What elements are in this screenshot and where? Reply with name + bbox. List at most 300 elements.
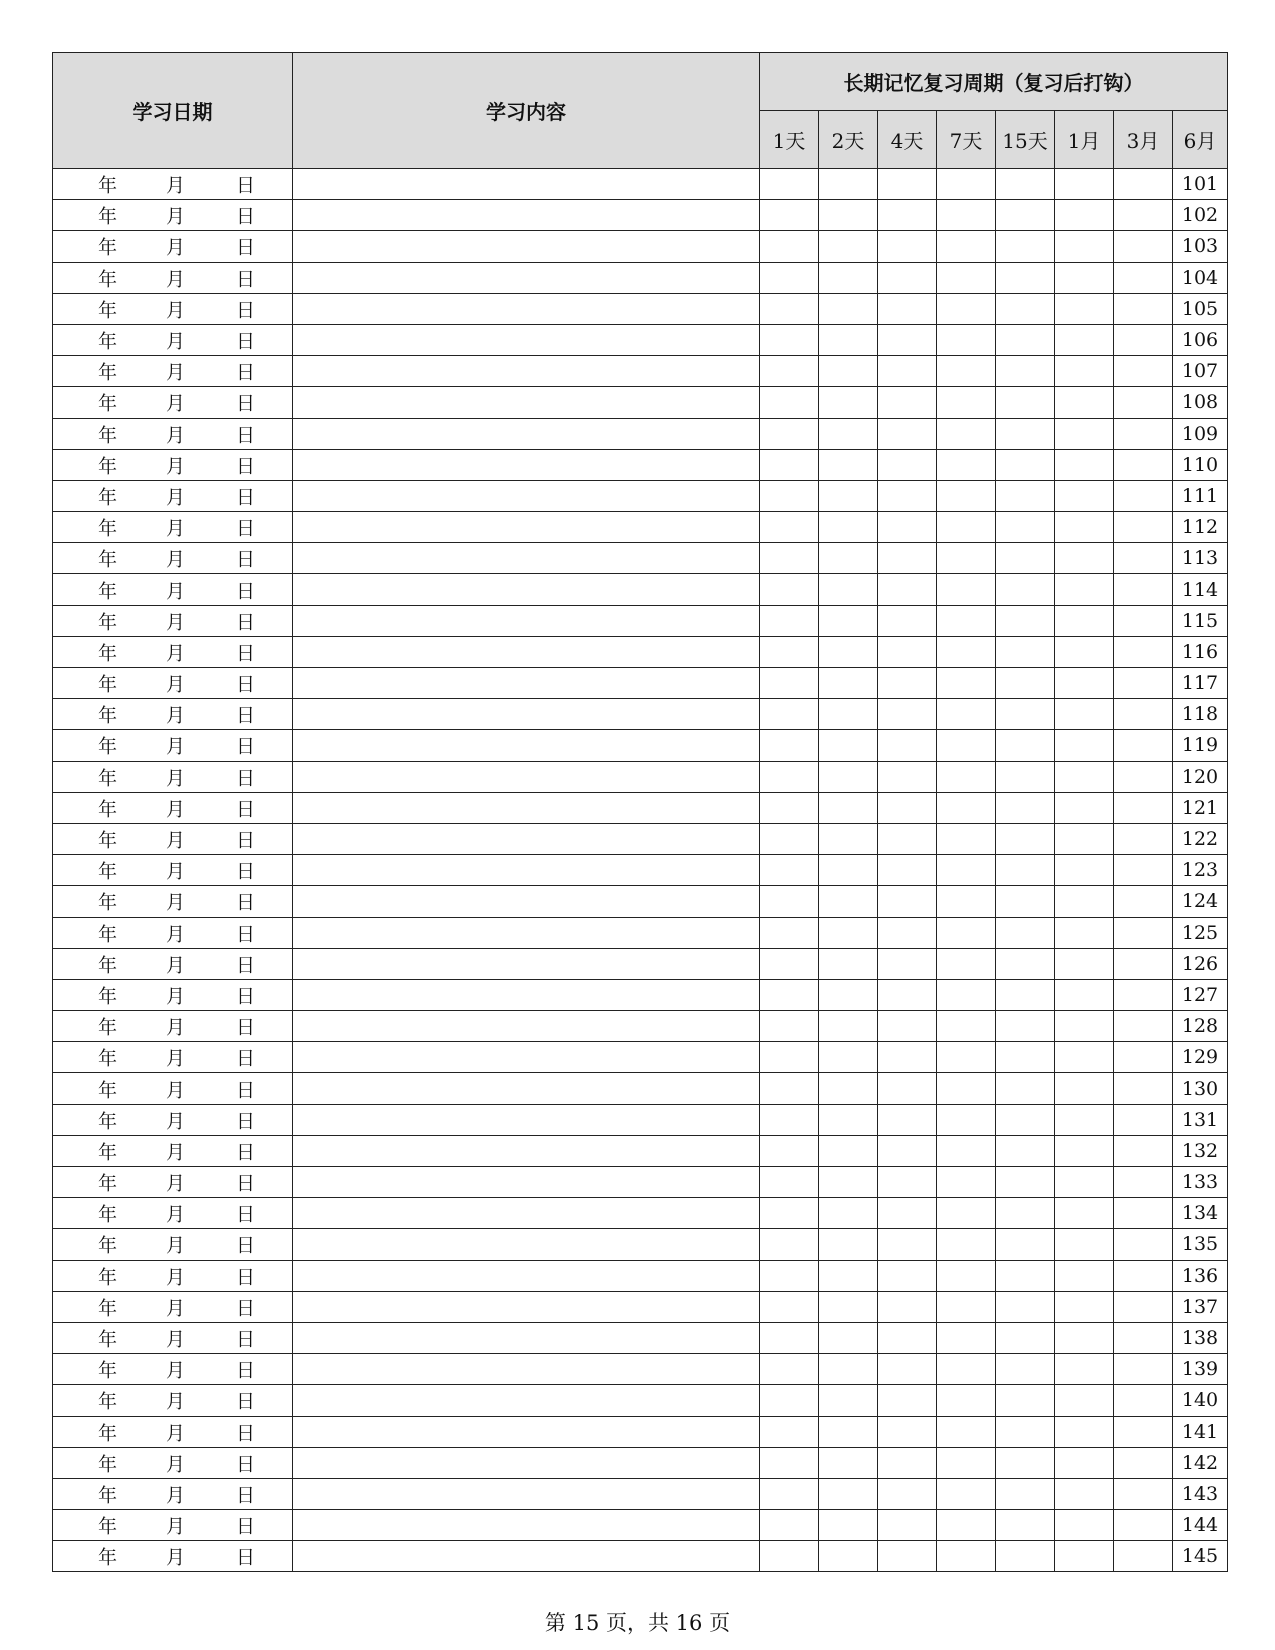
review-check-cell[interactable] [878,1447,937,1478]
review-check-cell[interactable] [996,1385,1055,1416]
content-cell[interactable] [293,948,760,979]
review-check-cell[interactable] [760,761,819,792]
review-check-cell[interactable] [819,1416,878,1447]
review-check-cell[interactable] [937,1510,996,1541]
review-check-cell[interactable] [1055,823,1114,854]
review-check-cell[interactable] [996,418,1055,449]
review-check-cell[interactable] [878,1354,937,1385]
review-check-cell[interactable] [760,730,819,761]
review-check-cell[interactable] [996,356,1055,387]
review-check-cell[interactable] [937,917,996,948]
review-check-cell[interactable] [996,761,1055,792]
review-check-cell[interactable] [760,1322,819,1353]
content-cell[interactable] [293,418,760,449]
review-check-cell[interactable] [878,1510,937,1541]
date-cell[interactable] [53,1291,293,1322]
review-check-cell[interactable] [760,1198,819,1229]
content-cell[interactable] [293,574,760,605]
review-check-cell[interactable] [996,449,1055,480]
review-check-cell[interactable] [1055,636,1114,667]
review-check-cell[interactable] [1055,1478,1114,1509]
review-check-cell[interactable] [1114,543,1173,574]
review-check-cell[interactable] [878,231,937,262]
review-check-cell[interactable] [937,1167,996,1198]
content-cell[interactable] [293,1104,760,1135]
review-check-cell[interactable] [1114,1510,1173,1541]
review-check-cell[interactable] [760,418,819,449]
review-check-cell[interactable] [819,823,878,854]
content-cell[interactable] [293,1135,760,1166]
review-check-cell[interactable] [760,855,819,886]
review-check-cell[interactable] [819,543,878,574]
review-check-cell[interactable] [819,1198,878,1229]
date-cell[interactable] [53,293,293,324]
review-check-cell[interactable] [760,231,819,262]
review-check-cell[interactable] [1114,823,1173,854]
review-check-cell[interactable] [819,200,878,231]
review-check-cell[interactable] [760,200,819,231]
date-cell[interactable] [53,1447,293,1478]
review-check-cell[interactable] [996,855,1055,886]
review-check-cell[interactable] [1055,1447,1114,1478]
date-cell[interactable] [53,730,293,761]
review-check-cell[interactable] [819,1104,878,1135]
review-check-cell[interactable] [819,1510,878,1541]
review-check-cell[interactable] [996,792,1055,823]
review-check-cell[interactable] [1055,1135,1114,1166]
content-cell[interactable] [293,231,760,262]
review-check-cell[interactable] [819,169,878,200]
review-check-cell[interactable] [1114,231,1173,262]
review-check-cell[interactable] [878,1385,937,1416]
content-cell[interactable] [293,543,760,574]
review-check-cell[interactable] [937,543,996,574]
review-check-cell[interactable] [1114,636,1173,667]
review-check-cell[interactable] [1055,1167,1114,1198]
content-cell[interactable] [293,512,760,543]
content-cell[interactable] [293,1541,760,1572]
date-cell[interactable] [53,449,293,480]
review-check-cell[interactable] [819,449,878,480]
review-check-cell[interactable] [996,324,1055,355]
review-check-cell[interactable] [878,668,937,699]
review-check-cell[interactable] [1114,605,1173,636]
review-check-cell[interactable] [878,480,937,511]
review-check-cell[interactable] [1114,855,1173,886]
review-check-cell[interactable] [878,855,937,886]
review-check-cell[interactable] [819,1291,878,1322]
review-check-cell[interactable] [996,1073,1055,1104]
review-check-cell[interactable] [878,293,937,324]
review-check-cell[interactable] [996,636,1055,667]
review-check-cell[interactable] [760,1229,819,1260]
content-cell[interactable] [293,1198,760,1229]
review-check-cell[interactable] [937,356,996,387]
date-cell[interactable] [53,636,293,667]
content-cell[interactable] [293,449,760,480]
review-check-cell[interactable] [937,1541,996,1572]
date-cell[interactable] [53,948,293,979]
content-cell[interactable] [293,605,760,636]
review-check-cell[interactable] [819,1229,878,1260]
review-check-cell[interactable] [1114,324,1173,355]
review-check-cell[interactable] [878,1322,937,1353]
review-check-cell[interactable] [819,855,878,886]
content-cell[interactable] [293,1229,760,1260]
review-check-cell[interactable] [996,1104,1055,1135]
review-check-cell[interactable] [937,200,996,231]
review-check-cell[interactable] [1114,1104,1173,1135]
date-cell[interactable] [53,543,293,574]
review-check-cell[interactable] [996,605,1055,636]
review-check-cell[interactable] [760,449,819,480]
review-check-cell[interactable] [1055,1073,1114,1104]
review-check-cell[interactable] [819,1042,878,1073]
review-check-cell[interactable] [760,262,819,293]
review-check-cell[interactable] [819,1447,878,1478]
review-check-cell[interactable] [1055,169,1114,200]
review-check-cell[interactable] [1114,948,1173,979]
review-check-cell[interactable] [760,917,819,948]
review-check-cell[interactable] [878,1478,937,1509]
date-cell[interactable] [53,979,293,1010]
review-check-cell[interactable] [1055,324,1114,355]
date-cell[interactable] [53,200,293,231]
review-check-cell[interactable] [996,1510,1055,1541]
review-check-cell[interactable] [760,1416,819,1447]
content-cell[interactable] [293,1416,760,1447]
review-check-cell[interactable] [819,418,878,449]
review-check-cell[interactable] [819,1135,878,1166]
review-check-cell[interactable] [996,1011,1055,1042]
review-check-cell[interactable] [878,512,937,543]
review-check-cell[interactable] [937,1073,996,1104]
review-check-cell[interactable] [1055,231,1114,262]
content-cell[interactable] [293,668,760,699]
review-check-cell[interactable] [1055,1011,1114,1042]
review-check-cell[interactable] [760,480,819,511]
review-check-cell[interactable] [760,823,819,854]
review-check-cell[interactable] [1055,1260,1114,1291]
date-cell[interactable] [53,1135,293,1166]
review-check-cell[interactable] [1055,1198,1114,1229]
review-check-cell[interactable] [937,324,996,355]
date-cell[interactable] [53,262,293,293]
review-check-cell[interactable] [1114,512,1173,543]
review-check-cell[interactable] [1055,605,1114,636]
review-check-cell[interactable] [1114,1073,1173,1104]
review-check-cell[interactable] [760,1478,819,1509]
date-cell[interactable] [53,1322,293,1353]
review-check-cell[interactable] [937,1478,996,1509]
review-check-cell[interactable] [1114,1229,1173,1260]
review-check-cell[interactable] [1055,792,1114,823]
review-check-cell[interactable] [937,730,996,761]
review-check-cell[interactable] [996,1478,1055,1509]
content-cell[interactable] [293,387,760,418]
review-check-cell[interactable] [760,1447,819,1478]
review-check-cell[interactable] [878,356,937,387]
review-check-cell[interactable] [1055,730,1114,761]
review-check-cell[interactable] [1055,1291,1114,1322]
date-cell[interactable] [53,699,293,730]
review-check-cell[interactable] [819,699,878,730]
date-cell[interactable] [53,418,293,449]
review-check-cell[interactable] [996,574,1055,605]
review-check-cell[interactable] [1055,512,1114,543]
review-check-cell[interactable] [878,1541,937,1572]
review-check-cell[interactable] [1114,917,1173,948]
review-check-cell[interactable] [1055,543,1114,574]
review-check-cell[interactable] [819,1260,878,1291]
review-check-cell[interactable] [819,979,878,1010]
review-check-cell[interactable] [819,792,878,823]
review-check-cell[interactable] [819,730,878,761]
date-cell[interactable] [53,231,293,262]
review-check-cell[interactable] [1055,1541,1114,1572]
review-check-cell[interactable] [937,574,996,605]
review-check-cell[interactable] [878,823,937,854]
review-check-cell[interactable] [760,699,819,730]
review-check-cell[interactable] [1055,668,1114,699]
review-check-cell[interactable] [819,1541,878,1572]
review-check-cell[interactable] [996,668,1055,699]
date-cell[interactable] [53,855,293,886]
review-check-cell[interactable] [996,262,1055,293]
content-cell[interactable] [293,1073,760,1104]
review-check-cell[interactable] [1055,1104,1114,1135]
review-check-cell[interactable] [1114,418,1173,449]
content-cell[interactable] [293,200,760,231]
content-cell[interactable] [293,262,760,293]
review-check-cell[interactable] [996,512,1055,543]
review-check-cell[interactable] [760,1011,819,1042]
review-check-cell[interactable] [937,948,996,979]
review-check-cell[interactable] [1055,449,1114,480]
review-check-cell[interactable] [878,636,937,667]
review-check-cell[interactable] [996,387,1055,418]
review-check-cell[interactable] [937,293,996,324]
review-check-cell[interactable] [1114,1416,1173,1447]
date-cell[interactable] [53,169,293,200]
review-check-cell[interactable] [937,1198,996,1229]
review-check-cell[interactable] [1055,917,1114,948]
date-cell[interactable] [53,1478,293,1509]
review-check-cell[interactable] [996,1198,1055,1229]
date-cell[interactable] [53,356,293,387]
review-check-cell[interactable] [937,231,996,262]
review-check-cell[interactable] [996,200,1055,231]
review-check-cell[interactable] [819,948,878,979]
review-check-cell[interactable] [937,1322,996,1353]
review-check-cell[interactable] [937,418,996,449]
review-check-cell[interactable] [996,1229,1055,1260]
review-check-cell[interactable] [1114,262,1173,293]
review-check-cell[interactable] [760,636,819,667]
review-check-cell[interactable] [937,792,996,823]
date-cell[interactable] [53,387,293,418]
review-check-cell[interactable] [996,1291,1055,1322]
content-cell[interactable] [293,917,760,948]
review-check-cell[interactable] [760,324,819,355]
review-check-cell[interactable] [819,1322,878,1353]
review-check-cell[interactable] [819,387,878,418]
review-check-cell[interactable] [1055,1354,1114,1385]
review-check-cell[interactable] [937,449,996,480]
review-check-cell[interactable] [760,1291,819,1322]
review-check-cell[interactable] [1114,1447,1173,1478]
content-cell[interactable] [293,1011,760,1042]
review-check-cell[interactable] [1055,1416,1114,1447]
date-cell[interactable] [53,917,293,948]
review-check-cell[interactable] [878,1167,937,1198]
content-cell[interactable] [293,1447,760,1478]
date-cell[interactable] [53,668,293,699]
review-check-cell[interactable] [1114,1011,1173,1042]
review-check-cell[interactable] [937,1416,996,1447]
review-check-cell[interactable] [878,324,937,355]
content-cell[interactable] [293,1260,760,1291]
review-check-cell[interactable] [760,356,819,387]
review-check-cell[interactable] [1114,1135,1173,1166]
review-check-cell[interactable] [1114,1198,1173,1229]
review-check-cell[interactable] [878,1073,937,1104]
content-cell[interactable] [293,1042,760,1073]
content-cell[interactable] [293,1291,760,1322]
content-cell[interactable] [293,169,760,200]
review-check-cell[interactable] [1114,1291,1173,1322]
review-check-cell[interactable] [1114,200,1173,231]
content-cell[interactable] [293,1385,760,1416]
review-check-cell[interactable] [878,543,937,574]
review-check-cell[interactable] [1114,169,1173,200]
review-check-cell[interactable] [819,886,878,917]
review-check-cell[interactable] [878,200,937,231]
review-check-cell[interactable] [937,823,996,854]
review-check-cell[interactable] [1114,449,1173,480]
review-check-cell[interactable] [1114,1541,1173,1572]
date-cell[interactable] [53,512,293,543]
review-check-cell[interactable] [819,480,878,511]
review-check-cell[interactable] [878,1291,937,1322]
review-check-cell[interactable] [1114,356,1173,387]
review-check-cell[interactable] [819,761,878,792]
review-check-cell[interactable] [937,512,996,543]
review-check-cell[interactable] [1114,1478,1173,1509]
review-check-cell[interactable] [878,1042,937,1073]
review-check-cell[interactable] [1114,574,1173,605]
date-cell[interactable] [53,1416,293,1447]
review-check-cell[interactable] [1114,1167,1173,1198]
date-cell[interactable] [53,324,293,355]
review-check-cell[interactable] [1055,855,1114,886]
review-check-cell[interactable] [1055,418,1114,449]
review-check-cell[interactable] [937,1104,996,1135]
review-check-cell[interactable] [760,169,819,200]
review-check-cell[interactable] [819,668,878,699]
review-check-cell[interactable] [878,262,937,293]
content-cell[interactable] [293,1510,760,1541]
content-cell[interactable] [293,761,760,792]
review-check-cell[interactable] [937,636,996,667]
review-check-cell[interactable] [760,792,819,823]
review-check-cell[interactable] [937,761,996,792]
content-cell[interactable] [293,636,760,667]
review-check-cell[interactable] [1114,668,1173,699]
review-check-cell[interactable] [937,699,996,730]
date-cell[interactable] [53,1385,293,1416]
review-check-cell[interactable] [878,1135,937,1166]
review-check-cell[interactable] [878,1104,937,1135]
content-cell[interactable] [293,356,760,387]
review-check-cell[interactable] [819,231,878,262]
review-check-cell[interactable] [760,886,819,917]
review-check-cell[interactable] [937,262,996,293]
review-check-cell[interactable] [1055,1229,1114,1260]
review-check-cell[interactable] [996,823,1055,854]
review-check-cell[interactable] [996,1541,1055,1572]
review-check-cell[interactable] [996,231,1055,262]
date-cell[interactable] [53,886,293,917]
review-check-cell[interactable] [1055,1385,1114,1416]
date-cell[interactable] [53,1229,293,1260]
review-check-cell[interactable] [1114,1385,1173,1416]
review-check-cell[interactable] [996,1042,1055,1073]
review-check-cell[interactable] [1055,761,1114,792]
review-check-cell[interactable] [1055,1510,1114,1541]
review-check-cell[interactable] [819,293,878,324]
review-check-cell[interactable] [819,1011,878,1042]
review-check-cell[interactable] [996,169,1055,200]
review-check-cell[interactable] [760,668,819,699]
review-check-cell[interactable] [1114,792,1173,823]
review-check-cell[interactable] [760,1510,819,1541]
review-check-cell[interactable] [1055,480,1114,511]
review-check-cell[interactable] [1055,948,1114,979]
review-check-cell[interactable] [760,979,819,1010]
review-check-cell[interactable] [819,1073,878,1104]
content-cell[interactable] [293,1322,760,1353]
review-check-cell[interactable] [937,169,996,200]
review-check-cell[interactable] [1055,979,1114,1010]
review-check-cell[interactable] [1114,1260,1173,1291]
date-cell[interactable] [53,1073,293,1104]
review-check-cell[interactable] [878,948,937,979]
date-cell[interactable] [53,1260,293,1291]
review-check-cell[interactable] [1114,480,1173,511]
review-check-cell[interactable] [819,262,878,293]
review-check-cell[interactable] [760,605,819,636]
review-check-cell[interactable] [760,1135,819,1166]
review-check-cell[interactable] [996,1416,1055,1447]
review-check-cell[interactable] [819,324,878,355]
review-check-cell[interactable] [878,1011,937,1042]
review-check-cell[interactable] [760,1541,819,1572]
content-cell[interactable] [293,823,760,854]
review-check-cell[interactable] [819,605,878,636]
date-cell[interactable] [53,1354,293,1385]
content-cell[interactable] [293,324,760,355]
date-cell[interactable] [53,761,293,792]
review-check-cell[interactable] [760,543,819,574]
review-check-cell[interactable] [996,730,1055,761]
review-check-cell[interactable] [1114,979,1173,1010]
review-check-cell[interactable] [878,1260,937,1291]
review-check-cell[interactable] [819,1167,878,1198]
review-check-cell[interactable] [1055,1322,1114,1353]
review-check-cell[interactable] [760,1167,819,1198]
review-check-cell[interactable] [878,605,937,636]
